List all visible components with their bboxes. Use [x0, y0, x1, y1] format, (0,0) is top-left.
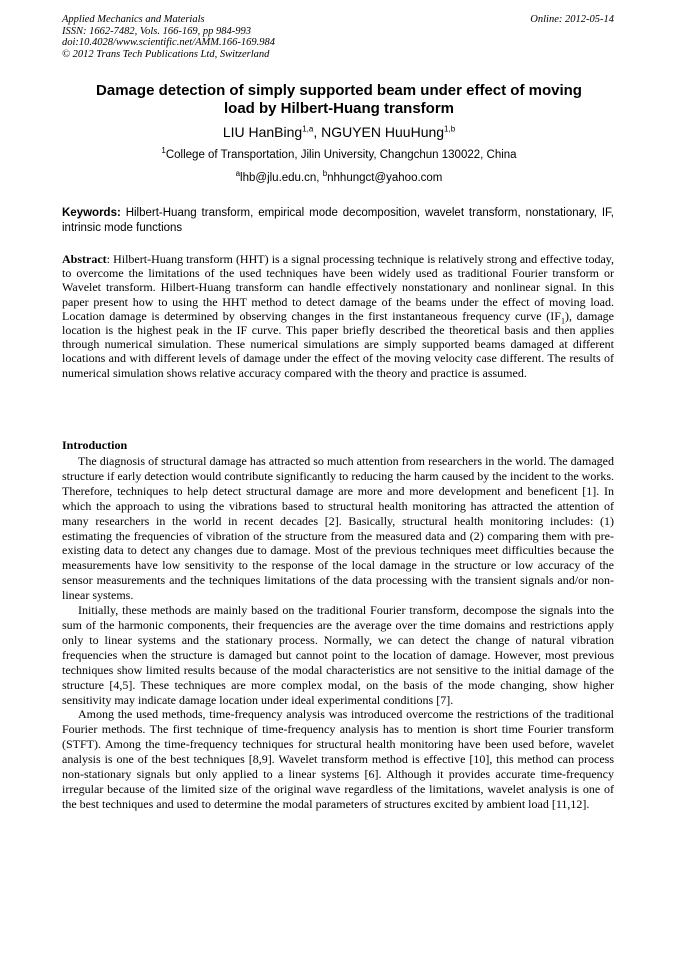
keywords-text: Hilbert-Huang transform, empirical mode decomposition, wavelet transform, nonstationary, IF, intrinsic mode functions	[62, 207, 614, 234]
author-2: NGUYEN HuuHung	[321, 124, 445, 140]
abstract-subscript: 1	[560, 316, 565, 326]
introduction-body	[62, 454, 614, 812]
affiliation-text: College of Transportation, Jilin University, Changchun 130022, China	[165, 149, 517, 161]
author-1-affil: 1,a	[302, 124, 314, 134]
intro-paragraph-2: Initially, these methods are mainly based on the traditional Fourier transform, decompose the signals into the sum of the harmonic components, their frequencies are the average over the time domains and restrictions apply only to linear systems and the stationary process. Normally, we can detect the change of natural vibration frequencies when the structure is damaged but cannot point to the location of damage. However, most previous techniques show limited results because of the modal characteristics are not sensitive to the initial damage of the structure [4,5]. These techniques are more complex modal, on the basis of the mode changing, show higher sensitivity may indicate damage location under ideal experimental conditions [7].	[62, 603, 614, 707]
keywords-label: Keywords:	[62, 207, 121, 219]
title-line-2: load by Hilbert-Huang transform	[223, 100, 455, 117]
author-separator: ,	[313, 124, 322, 140]
paper-title	[62, 82, 616, 118]
abstract-label: Abstract	[62, 252, 107, 266]
intro-paragraph-3: Among the used methods, time-frequency analysis was introduced overcome the restrictions of the traditional Fourier methods. The first technique of time-frequency analysis has to mention is short time Fourier transform (STFT). Among the time-frequency techniques for structural health monitoring have been used before, wavelet analysis is one of the best techniques [8,9]. Wavelet transform method is effective [10], this method can process non-stationary signals but only applied to a linear systems [6]. Although it provides accurate time-frequency irregular because of the limited size of the original wave regardless of the limitations, wavelet analysis is one of the best techniques and used to determine the modal parameters of structures excited by ambient load [11,12].	[62, 707, 614, 811]
abstract-text-2: ), damage location is the highest peak in the IF curve. This paper briefly described the theoretical basis and then applies through numerical simulation. These numerical simulations are simply supported beams damaged at different locations and with different levels of damage under the effect of the moving velocity case different. The results of numerical simulation shows relative accuracy compared with the theory and practice is assumed.	[62, 308, 614, 380]
abstract-text-1: : Hilbert-Huang transform (HHT) is a signal processing technique is relatively strong and effective today, to overcome the limitations of the used techniques have been widely used as traditional Fourier transform or Wavelet transform. Hilbert-Huang transform can handle effectively nonstationary and nonlinear signal. In this paper present how to using the HHT method to detect damage of the beams under the effect of moving load. Location damage is determined by observing changes in the first instantaneous frequency curve (IF	[62, 252, 614, 323]
journal-header	[62, 14, 614, 60]
email-b-marker: b	[322, 169, 328, 179]
copyright-line: © 2012 Trans Tech Publications Ltd, Switzerland	[62, 48, 270, 60]
affiliation	[62, 146, 616, 161]
issn-line: ISSN: 1662-7482, Vols. 166-169, pp 984-993	[62, 25, 251, 37]
email-a[interactable]: lhb@jlu.edu.cn,	[240, 172, 323, 184]
keywords	[62, 206, 614, 236]
section-heading-introduction: Introduction	[62, 438, 128, 452]
abstract	[62, 252, 614, 380]
online-date: Online: 2012-05-14	[530, 14, 614, 25]
title-line-1: Damage detection of simply supported beam under effect of moving	[96, 82, 582, 99]
author-list	[62, 124, 616, 140]
affiliation-marker: 1	[161, 146, 166, 156]
doi-line: doi:10.4028/www.scientific.net/AMM.166-169.984	[62, 37, 275, 48]
journal-name: Applied Mechanics and Materials	[62, 14, 205, 25]
email-b[interactable]: nhhungct@yahoo.com	[327, 172, 443, 184]
author-emails	[62, 169, 616, 184]
author-1: LIU HanBing	[222, 124, 303, 140]
author-2-affil: 1,b	[444, 124, 456, 134]
email-a-marker: a	[235, 169, 241, 179]
intro-paragraph-1: The diagnosis of structural damage has attracted so much attention from researchers in the world. The damaged structure if early detection would contribute significantly to reducing the harm caused by the incident to the works. Therefore, techniques to help detect structural damage are more and more development and beneficent [1]. In which the approach to using the vibrations based to structural health monitoring has attracted the attention of many researchers in the world in recent decades [2]. Basically, structural health monitoring includes: (1) estimating the frequencies of vibration of the structure from the measured data and (2) comparing them with pre-existing data to detect any changes due to damage. Most of the previous techniques meet difficulties because the measurements have low sensitivity to the response of the local damage in the structure or low accuracy of the sensor measurements and the techniques limitations of the data processing with the transient signals and/or non-linear systems.	[62, 454, 614, 603]
